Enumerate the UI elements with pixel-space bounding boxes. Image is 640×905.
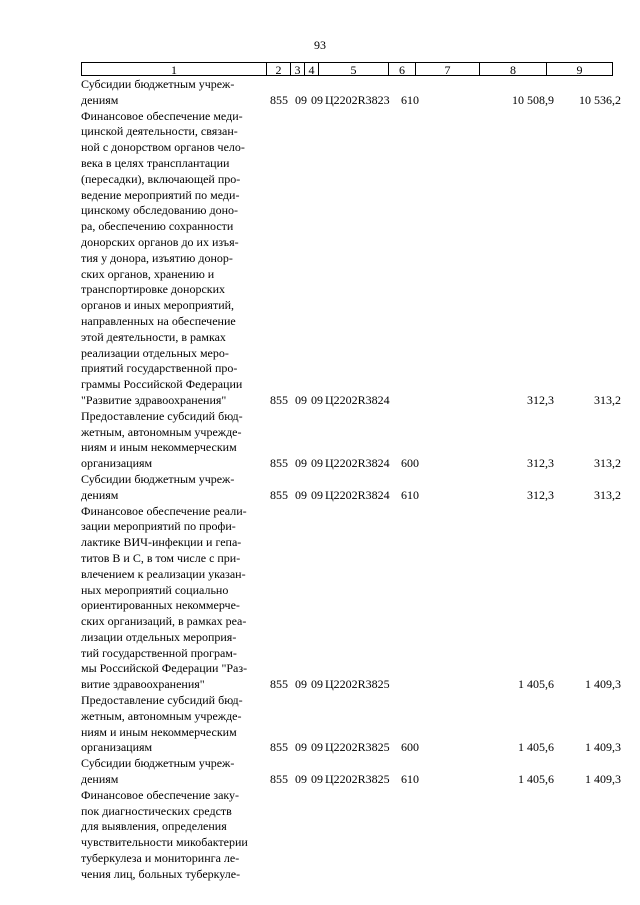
row-name-line: для выявления, определения — [81, 819, 227, 834]
row-name-line: транспортировке донорских — [81, 282, 226, 297]
cell-c8: 1 405,6 — [518, 740, 554, 755]
cell-c3: 09 — [295, 392, 307, 407]
cell-c2: 855 — [270, 392, 288, 407]
table-row — [81, 109, 621, 409]
header-col-8: 8 — [480, 63, 547, 75]
cell-c5: Ц2202R3825 — [325, 772, 390, 787]
row-name-line: организациям — [81, 740, 153, 755]
row-name-line: влечением к реализации указан- — [81, 566, 246, 581]
row-name — [81, 756, 265, 788]
row-name-line: ра, обеспечению сохранности — [81, 219, 234, 234]
header-col-5: 5 — [319, 63, 389, 75]
header-col-4: 4 — [305, 63, 319, 75]
row-name-line: мы Российской Федерации "Раз- — [81, 661, 248, 676]
cell-c6 — [401, 393, 429, 409]
cell-c3: 09 — [295, 92, 307, 107]
row-name-line: направленных на обеспечение — [81, 313, 236, 328]
row-name-line: (пересадки), включающей про- — [81, 171, 241, 186]
cell-c8: 1 405,6 — [518, 677, 554, 692]
table-row — [81, 693, 621, 756]
cell-c2: 855 — [270, 772, 288, 787]
header-col-3: 3 — [291, 63, 305, 75]
cell-c4: 09 — [311, 487, 323, 502]
row-name-line: ниям и иным некоммерческим — [81, 440, 237, 455]
row-name-line: лизации отдельных мероприя- — [81, 629, 237, 644]
cell-c9: 10 536,2 — [579, 92, 621, 107]
cell-c4: 09 — [311, 740, 323, 755]
row-name-line: этой деятельности, в рамках — [81, 329, 226, 344]
row-name-line: витие здравоохранения" — [81, 677, 205, 692]
row-name-line: ориентированных некоммерче- — [81, 598, 240, 613]
table-row — [81, 77, 621, 109]
row-name-line: дениям — [81, 772, 119, 787]
header-col-9: 9 — [576, 63, 583, 77]
cell-c9: 313,2 — [594, 456, 621, 471]
row-name-line: Субсидии бюджетным учреж- — [81, 471, 235, 486]
cell-c8: 312,3 — [527, 456, 554, 471]
table-row — [81, 788, 621, 883]
row-name — [81, 693, 265, 756]
row-name-line: "Развитие здравоохранения" — [81, 392, 227, 407]
row-name-line: дениям — [81, 487, 119, 502]
row-name-line: пок диагностических средств — [81, 803, 232, 818]
row-name — [81, 409, 265, 472]
row-name — [81, 77, 265, 109]
row-name-line: цинской деятельности, связан- — [81, 124, 238, 139]
table-row — [81, 504, 621, 694]
row-name-line: чения лиц, больных туберкуле- — [81, 866, 241, 881]
cell-c4: 09 — [311, 772, 323, 787]
row-name-line: туберкулеза и мониторинга ле- — [81, 851, 240, 866]
cell-c5: Ц2202R3824 — [325, 456, 390, 471]
cell-c2: 855 — [270, 677, 288, 692]
row-name — [81, 788, 265, 883]
header-col-2: 2 — [267, 63, 291, 75]
row-name-line: ских организаций, в рамках реа- — [81, 614, 247, 629]
cell-c4: 09 — [311, 392, 323, 407]
row-name-line: цинскому обследованию доно- — [81, 203, 239, 218]
row-name-line: жетным, автономным учрежде- — [81, 424, 242, 439]
row-name-line: лактике ВИЧ-инфекции и гепа- — [81, 535, 242, 550]
row-name-line: тия у донора, изъятию донор- — [81, 250, 233, 265]
table-header — [81, 62, 613, 76]
row-name-line: органов и иных мероприятий, — [81, 298, 235, 313]
row-name-line: Финансовое обеспечение реали- — [81, 503, 247, 518]
row-name-line: ных мероприятий социально — [81, 582, 229, 597]
cell-c5: Ц2202R3824 — [325, 487, 390, 502]
row-name-line: жетным, автономным учрежде- — [81, 708, 242, 723]
cell-c6: 610 — [401, 487, 419, 502]
cell-c8: 312,3 — [527, 487, 554, 502]
cell-c5: Ц2202R3825 — [325, 677, 390, 692]
cell-c8: 10 508,9 — [512, 92, 554, 107]
row-name — [81, 109, 265, 409]
cell-c3: 09 — [295, 487, 307, 502]
row-name-line: Финансовое обеспечение меди- — [81, 108, 243, 123]
row-name-line: ских органов, хранению и — [81, 266, 215, 281]
cell-c3: 09 — [295, 772, 307, 787]
cell-c6: 610 — [401, 92, 419, 107]
page-number: 93 — [314, 38, 326, 52]
cell-c6: 600 — [401, 456, 419, 471]
cell-c9: 313,2 — [594, 392, 621, 407]
cell-c9: 1 409,3 — [585, 740, 621, 755]
cell-c2: 855 — [270, 740, 288, 755]
table-row — [81, 472, 621, 504]
cell-c9: 313,2 — [594, 487, 621, 502]
table-row — [81, 756, 621, 788]
row-name-line: титов В и С, в том числе с при- — [81, 550, 241, 565]
row-name-line: Финансовое обеспечение заку- — [81, 787, 240, 802]
cell-c3: 09 — [295, 740, 307, 755]
row-name-line: Субсидии бюджетным учреж- — [81, 77, 235, 91]
row-name-line: организациям — [81, 456, 153, 471]
cell-c6: 600 — [401, 740, 419, 755]
table-body — [81, 77, 621, 883]
row-name-line: века в целях трансплантации — [81, 155, 230, 170]
row-name-line: ниям и иным некоммерческим — [81, 724, 237, 739]
row-name-line: Предоставление субсидий бюд- — [81, 408, 243, 423]
cell-c5: Ц2202R3824 — [325, 392, 390, 407]
cell-c6: 610 — [401, 772, 419, 787]
cell-c2: 855 — [270, 487, 288, 502]
row-name — [81, 504, 265, 694]
cell-c3: 09 — [295, 677, 307, 692]
row-name-line: ведение мероприятий по меди- — [81, 187, 240, 202]
row-name-line: граммы Российской Федерации — [81, 377, 243, 392]
cell-c5: Ц2202R3823 — [325, 92, 390, 107]
row-name-line: реализации отдельных меро- — [81, 345, 229, 360]
header-col-6: 6 — [389, 63, 416, 75]
row-name-line: тий государственной програм- — [81, 645, 237, 660]
cell-c4: 09 — [311, 92, 323, 107]
cell-c9: 1 409,3 — [585, 677, 621, 692]
cell-c6 — [401, 677, 429, 693]
row-name — [81, 472, 265, 504]
row-name-line: дениям — [81, 92, 119, 107]
row-name-line: зации мероприятий по профи- — [81, 519, 236, 534]
cell-c2: 855 — [270, 92, 288, 107]
cell-c5: Ц2202R3825 — [325, 740, 390, 755]
table-row — [81, 409, 621, 472]
row-name-line: ной с донорством органов чело- — [81, 140, 245, 155]
cell-c2: 855 — [270, 456, 288, 471]
row-name-line: приятий государственной про- — [81, 361, 238, 376]
cell-c4: 09 — [311, 456, 323, 471]
row-name-line: донорских органов до их изъя- — [81, 234, 239, 249]
row-name-line: чувствительности микобактерии — [81, 835, 248, 850]
cell-c3: 09 — [295, 456, 307, 471]
header-col-7: 7 — [416, 63, 480, 75]
cell-c8: 312,3 — [527, 392, 554, 407]
cell-c4: 09 — [311, 677, 323, 692]
cell-c8: 1 405,6 — [518, 772, 554, 787]
row-name-line: Предоставление субсидий бюд- — [81, 693, 243, 708]
cell-c9: 1 409,3 — [585, 772, 621, 787]
row-name-line: Субсидии бюджетным учреж- — [81, 756, 235, 771]
header-col-1: 1 — [82, 63, 267, 75]
